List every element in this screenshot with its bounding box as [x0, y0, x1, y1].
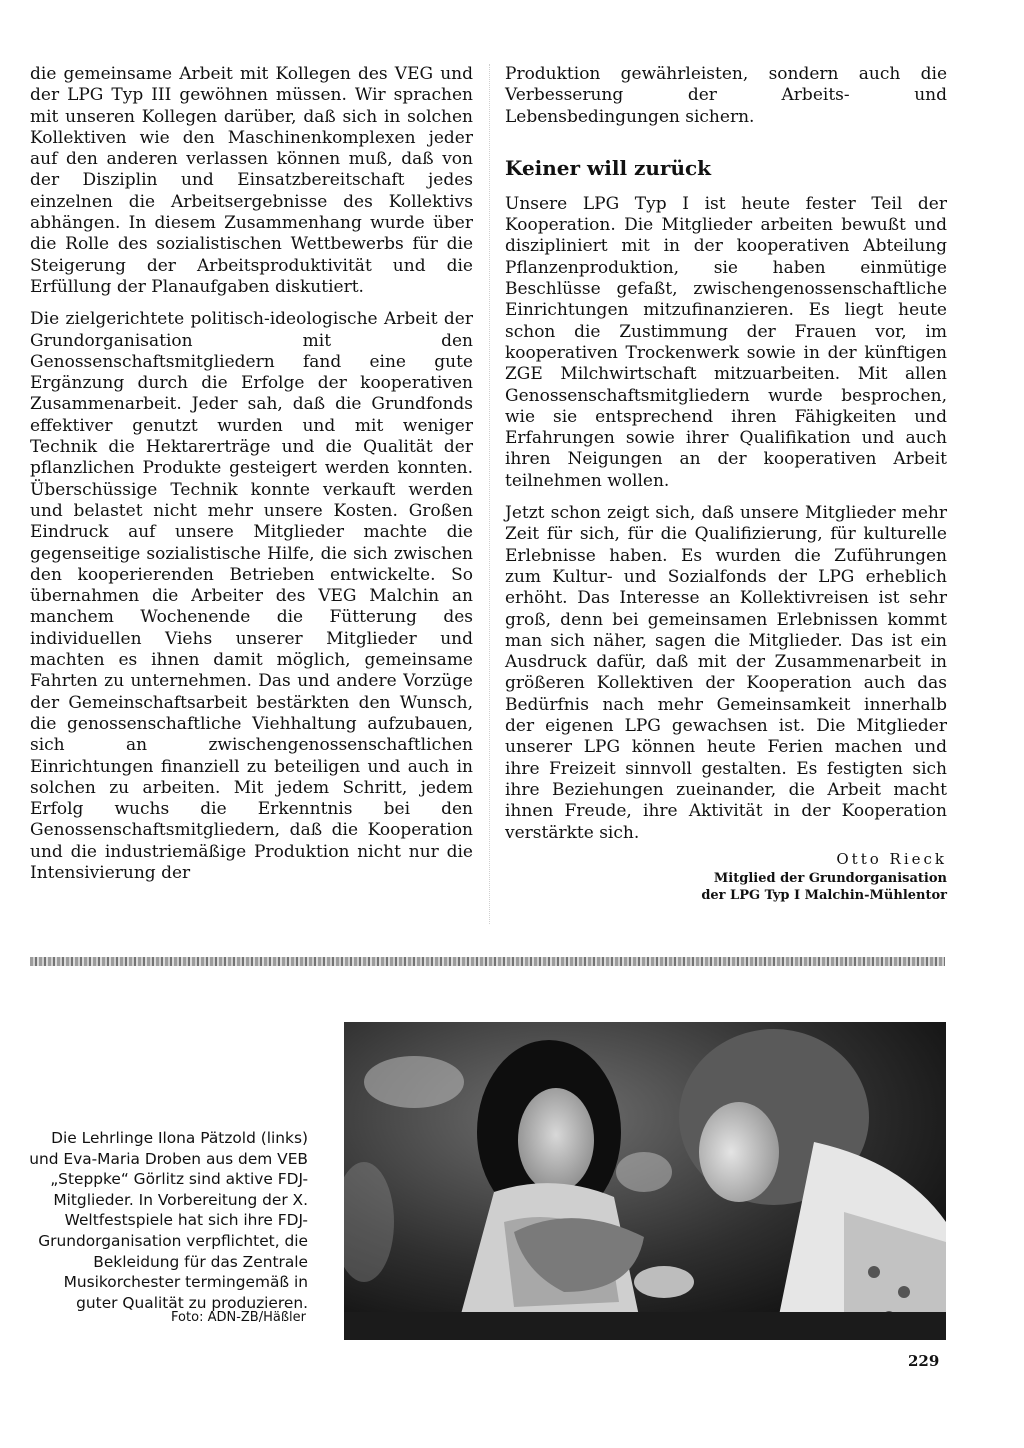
photo-caption — [18, 1128, 308, 1313]
column-divider — [489, 64, 490, 924]
photo-caption-text: Die Lehrlinge Ilona Pätzold (links) und Eva-Maria Droben aus dem VEB „Steppke“ Görlitz sind aktive FDJ-Mitglieder. In Vorbereitung der X. Weltfestspiele hat sich ihre FDJ-Grundorganisation verpflichtet, die Bekleidung für das Zentrale Musikorchester termingemäß in guter Qualität zu produzieren. — [29, 1129, 308, 1312]
section-divider — [30, 957, 945, 966]
right-column — [505, 64, 947, 904]
author-name: Otto Rieck — [836, 849, 947, 868]
right-paragraph-1: Unsere LPG Typ I ist heute fester Teil der Kooperation. Die Mitglieder arbeiten bewußt und diszipliniert mit in der kooperativen Abteilung Pflanzenproduktion, sie haben einmütige Beschlüsse gefaßt, zwischengenossenschaftliche Einrichtungen mitzufinanzieren. Es liegt heute schon die Zustimmung der Frauen vor, im kooperativen Trockenwerk sowie in der künftigen ZGE Milchwirtschaft mitzuarbeiten. Mit allen Genossenschaftsmitgliedern wurde besprochen, wie sie entsprechend ihren Fähigkeiten und Erfahrungen sowie ihrer Qualifikation und auch ihren Neigungen an der kooperativen Arbeit teilnehmen wollen. — [505, 193, 947, 491]
right-paragraph-2: Jetzt schon zeigt sich, daß unsere Mitglieder mehr Zeit für sich, für die Qualifizierung, für kulturelle Erlebnisse haben. Es wurden die Zuführungen zum Kultur- und Sozialfonds der LPG erheblich erhöht. Das Interesse an Kollektivreisen ist sehr groß, denn bei gemeinsamen Erlebnissen kommt man sich näher, sagen die Mitglieder. Das ist ein Ausdruck dafür, daß mit der Zusammenarbeit in größeren Kollektiven der Kooperation auch das Bedürfnis nach mehr Gemeinsamkeit innerhalb der eigenen LPG gewachsen ist. Die Mitglieder unserer LPG können heute Ferien machen und ihre Freizeit sinnvoll gestalten. Es festigten sich ihre Beziehungen zueinander, die Arbeit macht ihnen Freude, ihre Aktivität in der Kooperation verstärkte sich. — [505, 503, 947, 843]
photo-illustration — [344, 1022, 946, 1340]
photo-two-apprentices — [344, 1022, 946, 1340]
author-signature — [505, 848, 947, 904]
right-intro-paragraph: Produktion gewährleisten, sondern auch die Verbesserung der Arbeits- und Lebensbedingungen sichern. — [505, 64, 947, 127]
left-column — [30, 64, 473, 884]
author-role-line-1: Mitglied der Grundorganisation — [713, 870, 947, 886]
page-number: 229 — [908, 1352, 940, 1370]
section-heading: Keiner will zurück — [505, 155, 712, 180]
left-paragraph-2: Die zielgerichtete politisch-ideologische Arbeit der Grundorganisation mit den Genossenschaftsmitgliedern fand eine gute Ergänzung durch die Erfolge der kooperativen Zusammenarbeit. Jeder sah, daß die Grundfonds effektiver genutzt wurden und mit weniger Technik die Hektarerträge und die Qualität der pflanzlichen Produkte gesteigert werden konnten. Überschüssige Technik konnte verkauft werden und belastet nicht mehr unsere Kosten. Großen Eindruck auf unsere Mitglieder machte die gegenseitige sozialistische Hilfe, die sich zwischen den kooperierenden Betrieben entwickelte. So übernahmen die Arbeiter des VEG Malchin an manchem Wochenende die Fütterung des individuellen Viehs unserer Mitglieder und machten es ihnen damit möglich, gemeinsame Fahrten zu unternehmen. Das und andere Vorzüge der Gemeinschaftsarbeit bestärkten den Wunsch, die genossenschaftliche Viehhaltung aufzubauen, sich an zwischengenossenschaftlichen Einrichtungen finanziell zu beteiligen und auch in solchen zu arbeiten. Mit jedem Schritt, jedem Erfolg wuchs die Erkenntnis bei den Genossenschaftsmitgliedern, daß die Kooperation und die industriemäßige Produktion nicht nur die Intensivierung der — [30, 309, 473, 883]
photo-credit: Foto: ADN-ZB/Häßler — [171, 1310, 306, 1325]
left-paragraph-1: die gemeinsame Arbeit mit Kollegen des VEG und der LPG Typ III gewöhnen müssen. Wir sprachen mit unseren Kollegen darüber, daß sich in solchen Kollektiven wie den Maschinenkomplexen jeder auf den anderen verlassen können muß, daß von der Disziplin und Einsatzbereitschaft jedes einzelnen die Arbeitsergebnisse des Kollektivs abhängen. In diesem Zusammenhang wurde über die Rolle des sozialistischen Wettbewerbs für die Steigerung der Arbeitsproduktivität und die Erfüllung der Planaufgaben diskutiert. — [30, 64, 473, 297]
author-role-line-2: der LPG Typ I Malchin-Mühlentor — [701, 887, 947, 903]
